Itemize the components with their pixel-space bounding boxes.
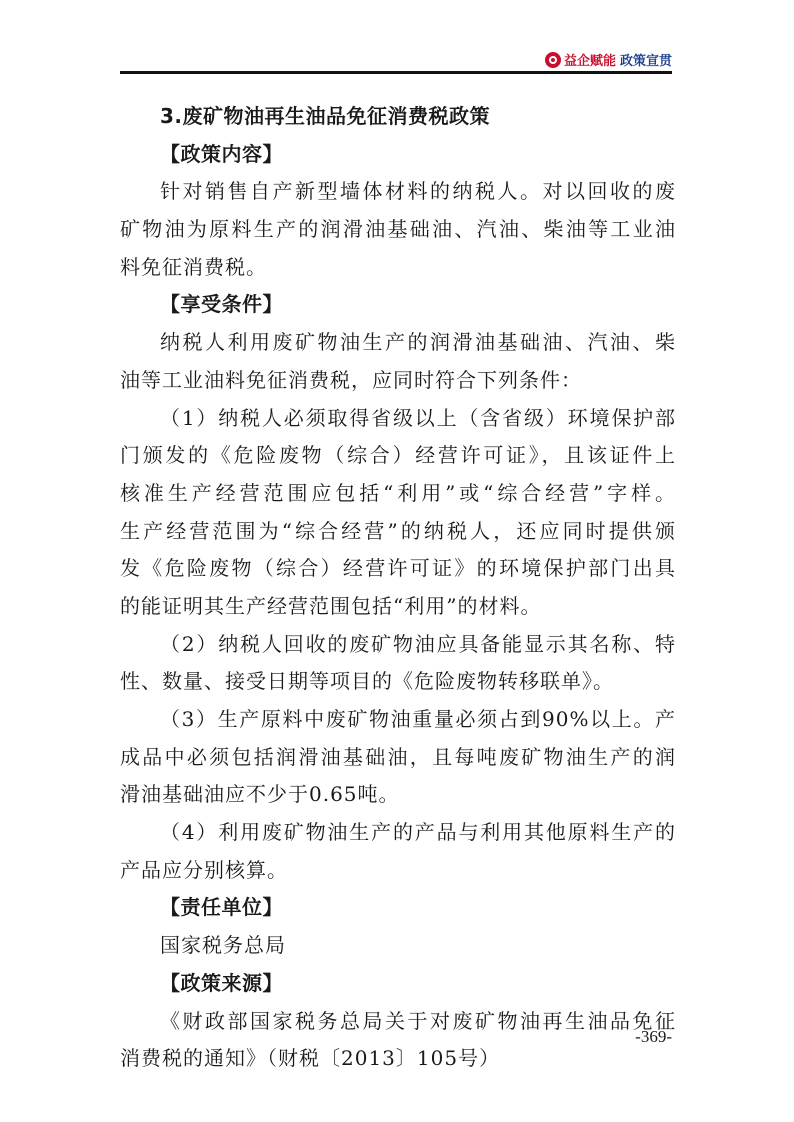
condition-2-line: （2）纳税人回收的废矿物油应具备能显示其名称、特 — [160, 631, 676, 656]
page-header — [120, 44, 672, 72]
document-body — [120, 98, 676, 1078]
section-title: 3.废矿物油再生油品免征消费税政策 — [160, 104, 491, 128]
policy-content-heading: 【政策内容】 — [160, 141, 283, 166]
header-rule — [120, 71, 672, 74]
policy-source-heading: 【政策来源】 — [160, 970, 283, 995]
condition-3-line: 成品中必须包括润滑油基础油，且每吨废矿物油生产的润 — [120, 744, 676, 769]
policy-source-line: 消费税的通知》（财税〔2013〕105号） — [120, 1046, 501, 1071]
brand-name: 益企赋能 — [563, 54, 616, 69]
policy-content-line: 料免征消费税。 — [120, 254, 267, 279]
brand-logo-icon — [545, 52, 561, 68]
conditions-intro-line: 纳税人利用废矿物油生产的润滑油基础油、汽油、柴 — [160, 330, 676, 355]
policy-content-line: 矿物油为原料生产的润滑油基础油、汽油、柴油等工业油 — [120, 217, 676, 242]
page-number: -369- — [635, 1027, 672, 1046]
condition-3-line: （3）生产原料中废矿物油重量必须占到90%以上。产 — [160, 707, 676, 731]
condition-1-line: 核准生产经营范围应包括“利用”或“综合经营”字样。 — [120, 480, 676, 505]
condition-1-line: （1）纳税人必须取得省级以上（含省级）环境保护部 — [160, 405, 676, 430]
condition-1-line: 门颁发的《危险废物（综合）经营许可证》，且该证件上 — [120, 443, 676, 468]
conditions-heading: 【享受条件】 — [160, 292, 283, 317]
condition-4-line: 产品应分别核算。 — [120, 857, 288, 882]
condition-1-line: 的能证明其生产经营范围包括“利用”的材料。 — [120, 593, 542, 618]
condition-2-line: 性、数量、接受日期等项目的《危险废物转移联单》。 — [120, 669, 614, 694]
condition-3-line: 滑油基础油应不少于0.65吨。 — [120, 782, 400, 807]
brand-mark — [545, 50, 672, 69]
conditions-intro-line: 油等工业油料免征消费税，应同时符合下列条件： — [120, 367, 582, 392]
brand-subtitle: 政策宣贯 — [619, 54, 672, 69]
policy-source-line: 《财政部国家税务总局关于对废矿物油再生油品免征 — [160, 1008, 676, 1033]
condition-1-line: 发《危险废物（综合）经营许可证》的环境保护部门出具 — [120, 556, 676, 581]
policy-content-line: 针对销售自产新型墙体材料的纳税人。对以回收的废 — [160, 179, 676, 204]
responsible-unit-text: 国家税务总局 — [160, 933, 286, 958]
condition-1-line: 生产经营范围为“综合经营”的纳税人，还应同时提供颁 — [120, 518, 676, 543]
responsible-unit-heading: 【责任单位】 — [160, 895, 283, 920]
condition-4-line: （4）利用废矿物油生产的产品与利用其他原料生产的 — [160, 820, 676, 845]
